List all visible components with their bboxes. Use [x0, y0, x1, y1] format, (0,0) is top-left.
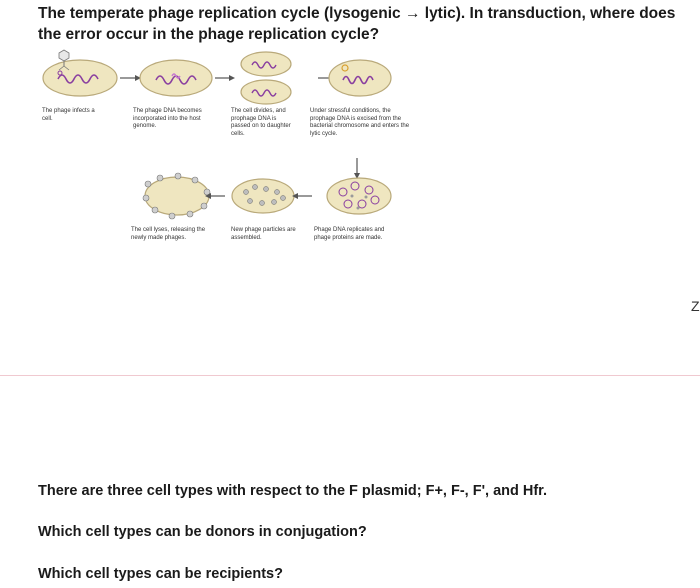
cell-incorporated: [140, 60, 212, 96]
caption-incorporated: The phage DNA becomes incorporated into the host genome.: [133, 108, 202, 129]
question-transduction: The temperate phage replication cycle (lysogenic → lytic). In transduction, where does the error occur in the phage replication cycle?: [38, 5, 676, 43]
question-f-plasmid: There are three cell types with respect to the F plasmid; F+, F-, F', and Hfr.: [38, 483, 548, 499]
caption-infects: The phage infects a cell.: [42, 108, 95, 122]
question-recipients: Which cell types can be recipients?: [38, 566, 283, 582]
section-divider: [0, 375, 700, 376]
caption-stressful: Under stressful conditions, the prophage DNA is excised from the bacterial chromosome and enters the lytic cycle.: [310, 108, 410, 137]
question-donors: Which cell types can be donors in conjugation?: [38, 524, 367, 540]
caption-assembled: New phage particles are assembled.: [231, 227, 296, 241]
cell-assembled: [232, 179, 294, 213]
caption-lyses: The cell lyses, releasing the newly made phages.: [131, 227, 206, 241]
cell-excised: [329, 60, 391, 96]
caption-replicates: Phage DNA replicates and phage proteins are made.: [314, 227, 385, 241]
edge-mark: Z: [691, 298, 700, 314]
cell-divides: [241, 52, 291, 104]
caption-divides: The cell divides, and prophage DNA is passed on to daughter cells.: [231, 108, 291, 137]
cell-infection: [43, 50, 117, 96]
cell-lyses: [143, 173, 210, 219]
cell-replicates: [327, 178, 391, 214]
